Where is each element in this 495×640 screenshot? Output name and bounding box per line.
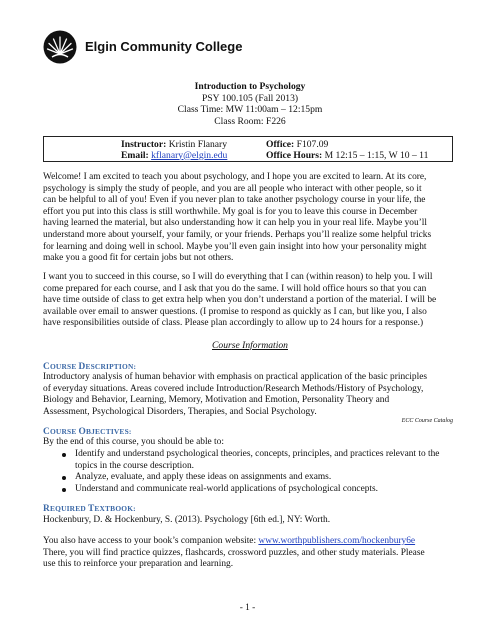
heading-cap: R — [43, 504, 50, 514]
paragraph-line: Biology and Behavior, Learning, Memory, Motivation and Emotion, Personality Theory and — [43, 395, 390, 406]
objective-line: topics in the course description. — [75, 460, 194, 471]
course-description-text — [43, 372, 453, 418]
instructor-label: Instructor: — [121, 138, 167, 150]
paragraph-line: for learning and doing well in school. Maybe you’ll even gain insight into how your personality might — [43, 241, 427, 252]
companion-website-paragraph — [43, 536, 453, 571]
heading-smallcaps: EQUIRED — [49, 504, 88, 513]
paragraph-line: of everyday situations. Areas covered include Introduction/Research Methods/History of Psychology, — [43, 383, 424, 394]
heading-smallcaps: BJECTIVES: — [86, 427, 132, 436]
catalog-source-note: ECC Course Catalog — [401, 418, 453, 424]
paragraph-line: make you a good fit for certain jobs but not others. — [43, 253, 234, 264]
bullet-icon — [62, 453, 66, 457]
paragraph-line: come prepared for each course, and I ask that you do the same. I will hold office hours so that you can — [43, 283, 427, 294]
heading-smallcaps: OURSE — [49, 427, 79, 436]
class-time: Class Time: MW 11:00am – 12:15pm — [177, 104, 323, 116]
paragraph-line — [43, 536, 453, 548]
paragraph-line: psychology is simply the study of people, and you are all people who interact with other people, so it — [43, 183, 422, 194]
college-logo — [43, 30, 77, 64]
course-description-heading — [43, 362, 136, 372]
paragraph-line: have time outside of class to get extra help when you don’t understand a portion of the material. I will be — [43, 295, 437, 306]
objectives-list — [43, 449, 453, 495]
instructor-name: Kristin Flanary — [166, 138, 228, 150]
companion-prefix: You also have access to your book’s companion website: — [43, 536, 259, 546]
course-objectives-heading — [43, 427, 132, 437]
course-header — [100, 81, 400, 127]
email-row — [121, 150, 227, 161]
paragraph-line: Introductory analysis of human behavior with emphasis on practical application of the basic principles — [43, 372, 428, 382]
bullet-icon — [62, 488, 66, 492]
email-label: Email: — [121, 149, 149, 161]
paragraph-line: available over email to answer questions. (I promise to respond as quickly as I can, but like you, I also — [43, 306, 427, 317]
page-number: - 1 - — [239, 603, 256, 613]
heading-cap: D — [78, 362, 86, 372]
paragraph-line: Welcome! I am excited to teach you about psychology, and I hope you are excited to learn. At its core, — [43, 172, 427, 182]
course-section: PSY 100.105 (Fall 2013) — [201, 92, 299, 104]
paragraph-line: use this to reinforce your preparation and learning. — [43, 559, 234, 570]
required-textbook-heading — [43, 504, 136, 514]
office-value: F107.09 — [294, 138, 329, 150]
heading-cap: C — [43, 362, 50, 372]
course-information-title: Course Information — [212, 340, 288, 351]
paragraph-line: effort you put into this class is still worthwhile. My goal is for you to leave this course in December — [43, 206, 418, 217]
heading-cap: C — [43, 427, 50, 437]
objective-item — [43, 449, 453, 472]
objective-item — [43, 484, 453, 496]
paragraph-line: There, you will find practice quizzes, flashcards, crossword puzzles, and other study materials. Please — [43, 547, 425, 558]
office-row — [266, 139, 328, 150]
heading-smallcaps: EXTBOOK: — [94, 504, 136, 513]
paragraph-line: having learned the material, but also understanding how it can help you in your real life. Maybe you’ll — [43, 218, 428, 229]
office-hours-label: Office Hours: — [266, 149, 323, 161]
objective-line: Identify and understand psychological theories, concepts, principles, and practices relevant to the — [75, 449, 440, 459]
heading-cap: O — [78, 427, 86, 437]
welcome-paragraph — [43, 172, 453, 265]
office-hours-row — [266, 150, 428, 161]
textbook-citation: Hockenbury, D. & Hockenbury, S. (2013). Psychology [6th ed.], NY: Worth. — [43, 515, 331, 525]
email-link[interactable]: kflanary@elgin.edu — [151, 149, 228, 161]
office-hours-value: M 12:15 – 1:15, W 10 – 11 — [322, 149, 429, 161]
instructor-row — [121, 139, 227, 150]
course-title: Introduction to Psychology — [194, 81, 306, 92]
heading-smallcaps: OURSE — [49, 362, 79, 371]
paragraph-line: have responsibilities outside of class. Please plan accordingly to allow up to 24 hours for a response.) — [43, 318, 424, 329]
office-label: Office: — [266, 138, 295, 150]
paragraph-line: understand more about yourself, your family, or your friends. Perhaps you’ll realize some helpful tricks — [43, 229, 432, 240]
class-room: Class Room: F226 — [214, 115, 286, 127]
objective-line: Analyze, evaluate, and apply these ideas on assignments and exams. — [75, 472, 332, 483]
paragraph-line: I want you to succeed in this course, so I will do everything that I can (within reason) to help you. I will — [43, 272, 433, 282]
companion-website-link[interactable]: www.worthpublishers.com/hockenbury6e — [258, 536, 416, 546]
paragraph-line: can be helpful to all of you! Even if you never plan to take another psychology course in your life, the — [43, 195, 426, 206]
instructor-info-box — [43, 136, 453, 162]
objective-item — [43, 472, 453, 484]
objective-line: Understand and communicate real-world applications of psychological concepts. — [75, 483, 379, 494]
heading-smallcaps: ESCRIPTION: — [85, 362, 137, 371]
objectives-intro: By the end of this course, you should be able to: — [43, 437, 224, 447]
success-paragraph — [43, 272, 453, 330]
heading-cap: T — [87, 504, 95, 514]
paragraph-line: Assessment, Psychological Disorders, Therapies, and Social Psychology. — [43, 406, 317, 417]
college-name: Elgin Community College — [85, 39, 243, 54]
bullet-icon — [62, 476, 66, 480]
